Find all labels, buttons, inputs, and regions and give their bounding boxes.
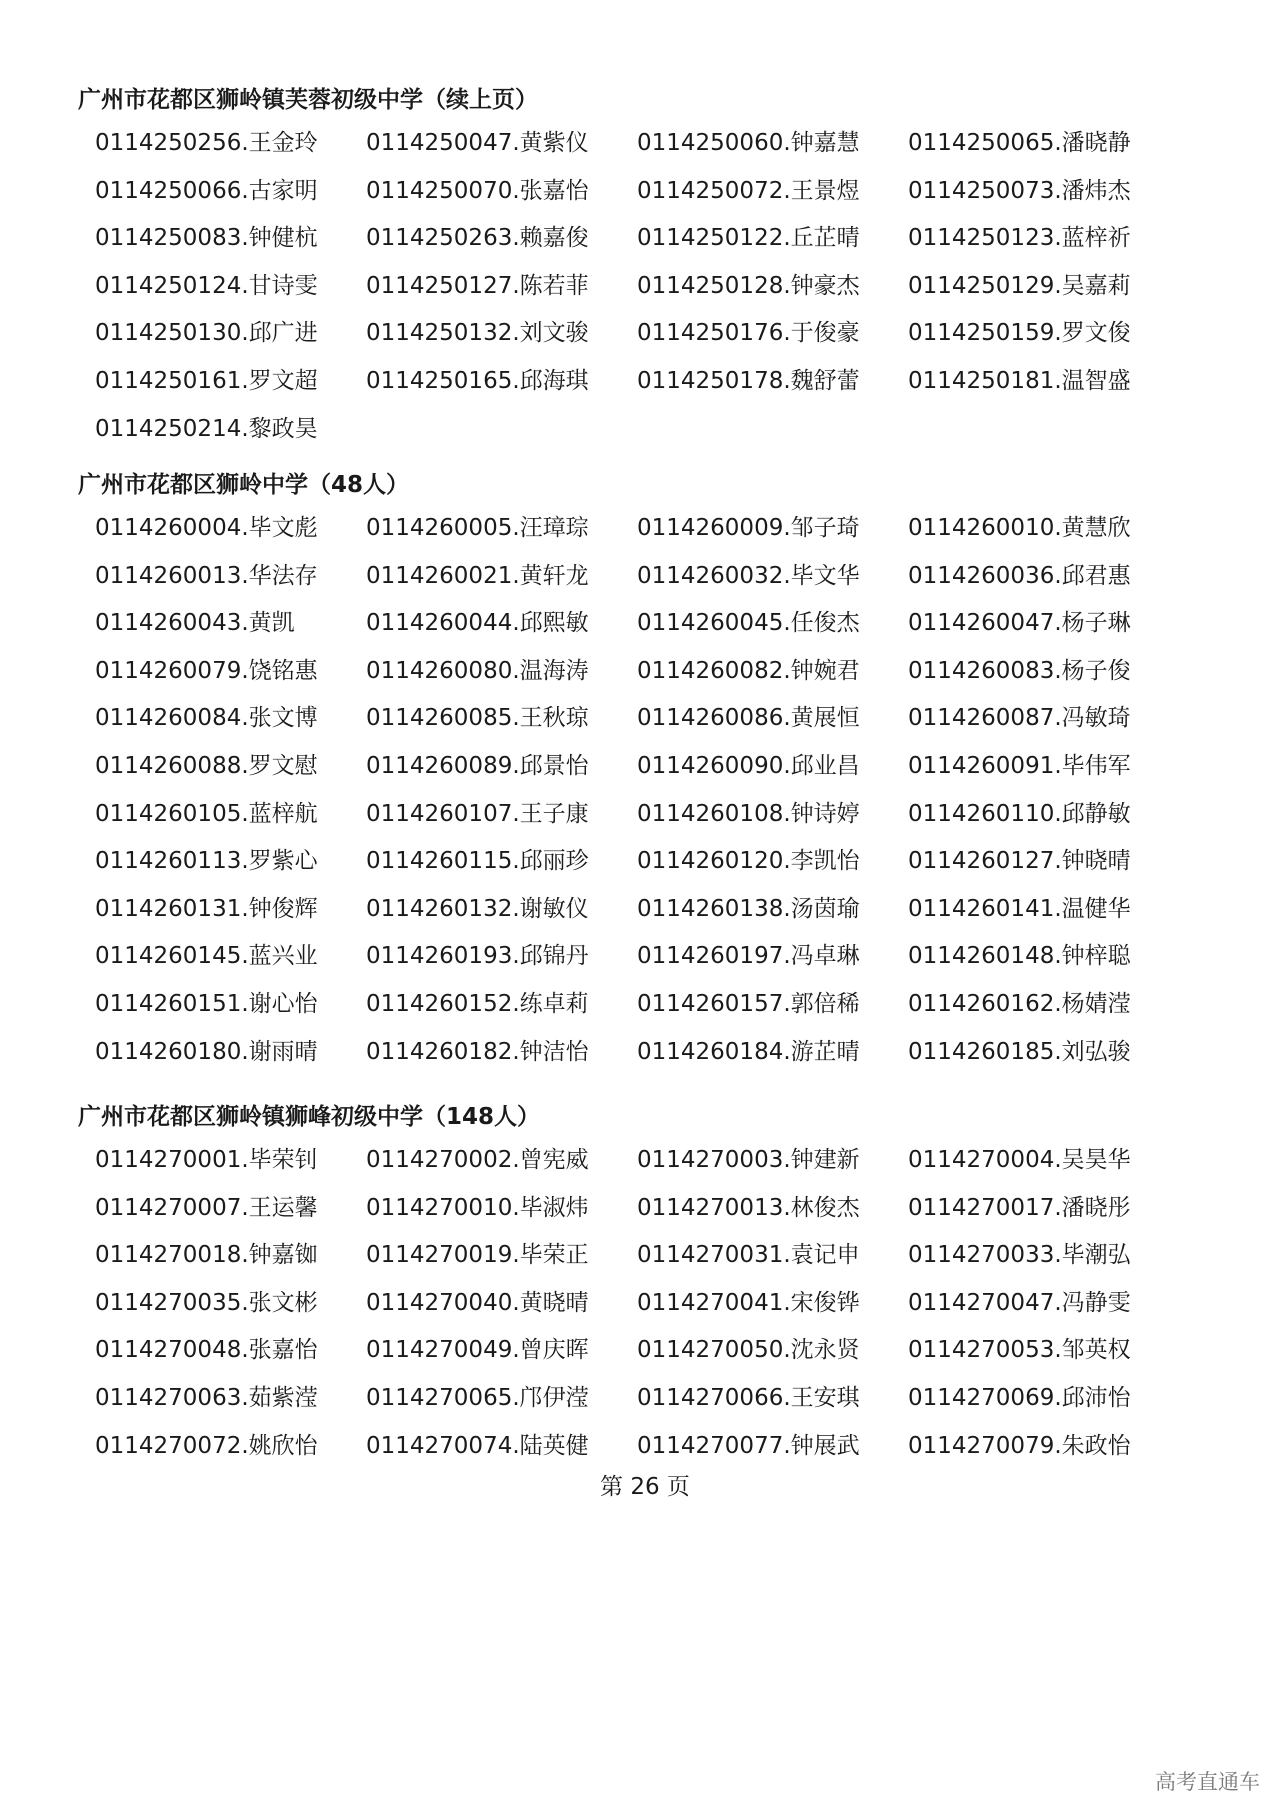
student-entry: 0114250256.王金玲: [95, 130, 318, 156]
student-entry: 0114270018.钟嘉铷: [95, 1242, 318, 1269]
student-entry: 0114250176.于俊豪: [637, 320, 860, 347]
student-entry: 0114270003.钟建新: [637, 1147, 860, 1173]
student-entry: 0114260120.李凯怡: [637, 848, 860, 875]
student-entry: 0114270010.毕淑炜: [366, 1194, 589, 1221]
student-entry: 0114250124.甘诗雯: [95, 272, 318, 299]
student-entry: 0114260044.邱熙敏: [366, 610, 589, 637]
entry-row: [0, 513, 1280, 543]
student-entry: 0114260088.罗文慰: [95, 753, 318, 779]
entry-row: [0, 1431, 1280, 1461]
entry-row: [0, 608, 1280, 638]
student-entry: 0114260152.练卓莉: [366, 991, 589, 1017]
student-entry: 0114260145.蓝兴业: [95, 943, 318, 970]
student-entry: 0114250065.潘晓静: [908, 130, 1131, 156]
student-entry: 0114260115.邱丽珍: [366, 848, 589, 875]
student-entry: 0114260105.蓝梓航: [95, 800, 318, 827]
entry-row: [0, 656, 1280, 686]
student-entry: 0114260151.谢心怡: [95, 991, 318, 1017]
student-entry: 0114260032.毕文华: [637, 562, 860, 589]
student-entry: 0114260197.冯卓琳: [637, 943, 860, 970]
student-entry: 0114250178.魏舒蕾: [637, 368, 860, 394]
student-entry: 0114250181.温智盛: [908, 368, 1131, 394]
student-entry: 0114270069.邱沛怡: [908, 1385, 1131, 1411]
student-entry: 0114260004.毕文彪: [95, 515, 318, 541]
section-title: 广州市花都区狮岭镇芙蓉初级中学（续上页）: [78, 87, 538, 113]
student-entry: 0114260162.杨婧滢: [908, 991, 1131, 1017]
entry-row: [0, 1335, 1280, 1365]
student-entry: 0114260083.杨子俊: [908, 657, 1131, 684]
student-entry: 0114260005.汪璋琮: [366, 515, 589, 541]
student-entry: 0114270072.姚欣怡: [95, 1432, 318, 1459]
student-entry: 0114270053.邹英权: [908, 1337, 1131, 1364]
student-entry: 0114270040.黄晓晴: [366, 1289, 589, 1316]
entry-row: [0, 1193, 1280, 1223]
student-entry: 0114270019.毕荣正: [366, 1242, 589, 1269]
watermark: 高考直通车: [1155, 1770, 1260, 1794]
student-entry: 0114260193.邱锦丹: [366, 943, 589, 970]
student-entry: 0114260086.黄展恒: [637, 705, 860, 732]
student-entry: 0114250072.王景煜: [637, 177, 860, 204]
student-entry: 0114270077.钟展武: [637, 1432, 860, 1459]
student-entry: 0114260113.罗紫心: [95, 848, 318, 875]
student-entry: 0114260047.杨子琳: [908, 610, 1131, 637]
student-entry: 0114270048.张嘉怡: [95, 1337, 318, 1364]
student-entry: 0114270065.邝伊滢: [366, 1385, 589, 1411]
student-entry: 0114270035.张文彬: [95, 1289, 318, 1316]
entry-row: [0, 846, 1280, 876]
student-entry: 0114260108.钟诗婷: [637, 800, 860, 827]
student-entry: 0114270066.王安琪: [637, 1385, 860, 1411]
student-entry: 0114260180.谢雨晴: [95, 1038, 318, 1065]
student-entry: 0114260091.毕伟军: [908, 753, 1131, 779]
student-entry: 0114260107.王子康: [366, 800, 589, 827]
entry-row: [0, 1240, 1280, 1270]
entry-row: [0, 751, 1280, 781]
student-entry: 0114250129.吴嘉莉: [908, 272, 1131, 299]
student-entry: 0114270002.曾宪威: [366, 1147, 589, 1173]
entry-row: [0, 703, 1280, 733]
entry-row: [0, 989, 1280, 1019]
student-entry: 0114250047.黄紫仪: [366, 130, 589, 156]
student-entry: 0114250214.黎政昊: [95, 415, 318, 442]
student-entry: 0114270031.袁记申: [637, 1242, 860, 1269]
entry-row: [0, 561, 1280, 591]
student-entry: 0114260185.刘弘骏: [908, 1038, 1131, 1065]
student-entry: 0114260110.邱静敏: [908, 800, 1131, 827]
student-entry: 0114260089.邱景怡: [366, 753, 589, 779]
student-entry: 0114260013.华法存: [95, 562, 318, 589]
section-title: 广州市花都区狮岭中学（48人）: [78, 472, 410, 498]
student-entry: 0114270050.沈永贤: [637, 1337, 860, 1364]
student-entry: 0114260036.邱君惠: [908, 562, 1131, 589]
student-entry: 0114270013.林俊杰: [637, 1194, 860, 1221]
entry-row: [0, 414, 1280, 444]
student-entry: 0114270033.毕潮弘: [908, 1242, 1131, 1269]
student-entry: 0114260045.任俊杰: [637, 610, 860, 637]
student-entry: 0114260141.温健华: [908, 895, 1131, 922]
student-entry: 0114260138.汤茵瑜: [637, 895, 860, 922]
student-entry: 0114260079.饶铭惠: [95, 657, 318, 684]
entry-row: [0, 366, 1280, 396]
student-entry: 0114270047.冯静雯: [908, 1289, 1131, 1316]
student-entry: 0114270074.陆英健: [366, 1432, 589, 1459]
student-entry: 0114270049.曾庆晖: [366, 1337, 589, 1364]
student-entry: 0114270063.茹紫滢: [95, 1385, 318, 1411]
student-entry: 0114270001.毕荣钊: [95, 1147, 318, 1173]
student-entry: 0114250066.古家明: [95, 177, 318, 204]
student-entry: 0114250123.蓝梓祈: [908, 225, 1131, 252]
student-entry: 0114250165.邱海琪: [366, 368, 589, 394]
student-entry: 0114270017.潘晓彤: [908, 1194, 1131, 1221]
student-entry: 0114260084.张文博: [95, 705, 318, 732]
entry-row: [0, 1288, 1280, 1318]
entry-row: [0, 894, 1280, 924]
entry-row: [0, 128, 1280, 158]
entry-row: [0, 318, 1280, 348]
student-entry: 0114250073.潘炜杰: [908, 177, 1131, 204]
entry-row: [0, 1383, 1280, 1413]
student-entry: 0114250263.赖嘉俊: [366, 225, 589, 252]
student-entry: 0114270041.宋俊铧: [637, 1289, 860, 1316]
entry-row: [0, 176, 1280, 206]
student-entry: 0114250122.丘芷晴: [637, 225, 860, 252]
student-entry: 0114250128.钟豪杰: [637, 272, 860, 299]
entry-row: [0, 1145, 1280, 1175]
student-entry: 0114260010.黄慧欣: [908, 515, 1131, 541]
student-entry: 0114250070.张嘉怡: [366, 177, 589, 204]
student-entry: 0114260090.邱业昌: [637, 753, 860, 779]
student-entry: 0114260131.钟俊辉: [95, 895, 318, 922]
student-entry: 0114250159.罗文俊: [908, 320, 1131, 347]
student-entry: 0114250161.罗文超: [95, 368, 318, 394]
student-entry: 0114260148.钟梓聪: [908, 943, 1131, 970]
student-entry: 0114250127.陈若菲: [366, 272, 589, 299]
student-entry: 0114260132.谢敏仪: [366, 895, 589, 922]
student-entry: 0114260182.钟洁怡: [366, 1038, 589, 1065]
student-entry: 0114250130.邱广进: [95, 320, 318, 347]
entry-row: [0, 271, 1280, 301]
student-entry: 0114260009.邹子琦: [637, 515, 860, 541]
entry-row: [0, 1037, 1280, 1067]
entry-row: [0, 799, 1280, 829]
student-entry: 0114260085.王秋琼: [366, 705, 589, 732]
student-entry: 0114260080.温海涛: [366, 657, 589, 684]
student-entry: 0114270079.朱政怡: [908, 1432, 1131, 1459]
student-entry: 0114260184.游芷晴: [637, 1038, 860, 1065]
page-number: 第 26 页: [600, 1474, 690, 1500]
student-entry: 0114250083.钟健杭: [95, 225, 318, 252]
student-entry: 0114260043.黄凯: [95, 610, 295, 637]
student-entry: 0114270004.吴昊华: [908, 1147, 1131, 1173]
entry-row: [0, 941, 1280, 971]
student-entry: 0114260127.钟晓晴: [908, 848, 1131, 875]
student-entry: 0114270007.王运馨: [95, 1194, 318, 1221]
section-title: 广州市花都区狮岭镇狮峰初级中学（148人）: [78, 1104, 541, 1130]
student-entry: 0114260157.郭倍稀: [637, 991, 860, 1017]
student-entry: 0114260021.黄轩龙: [366, 562, 589, 589]
student-entry: 0114260082.钟婉君: [637, 657, 860, 684]
student-entry: 0114250132.刘文骏: [366, 320, 589, 347]
student-entry: 0114250060.钟嘉慧: [637, 130, 860, 156]
entry-row: [0, 223, 1280, 253]
student-entry: 0114260087.冯敏琦: [908, 705, 1131, 732]
